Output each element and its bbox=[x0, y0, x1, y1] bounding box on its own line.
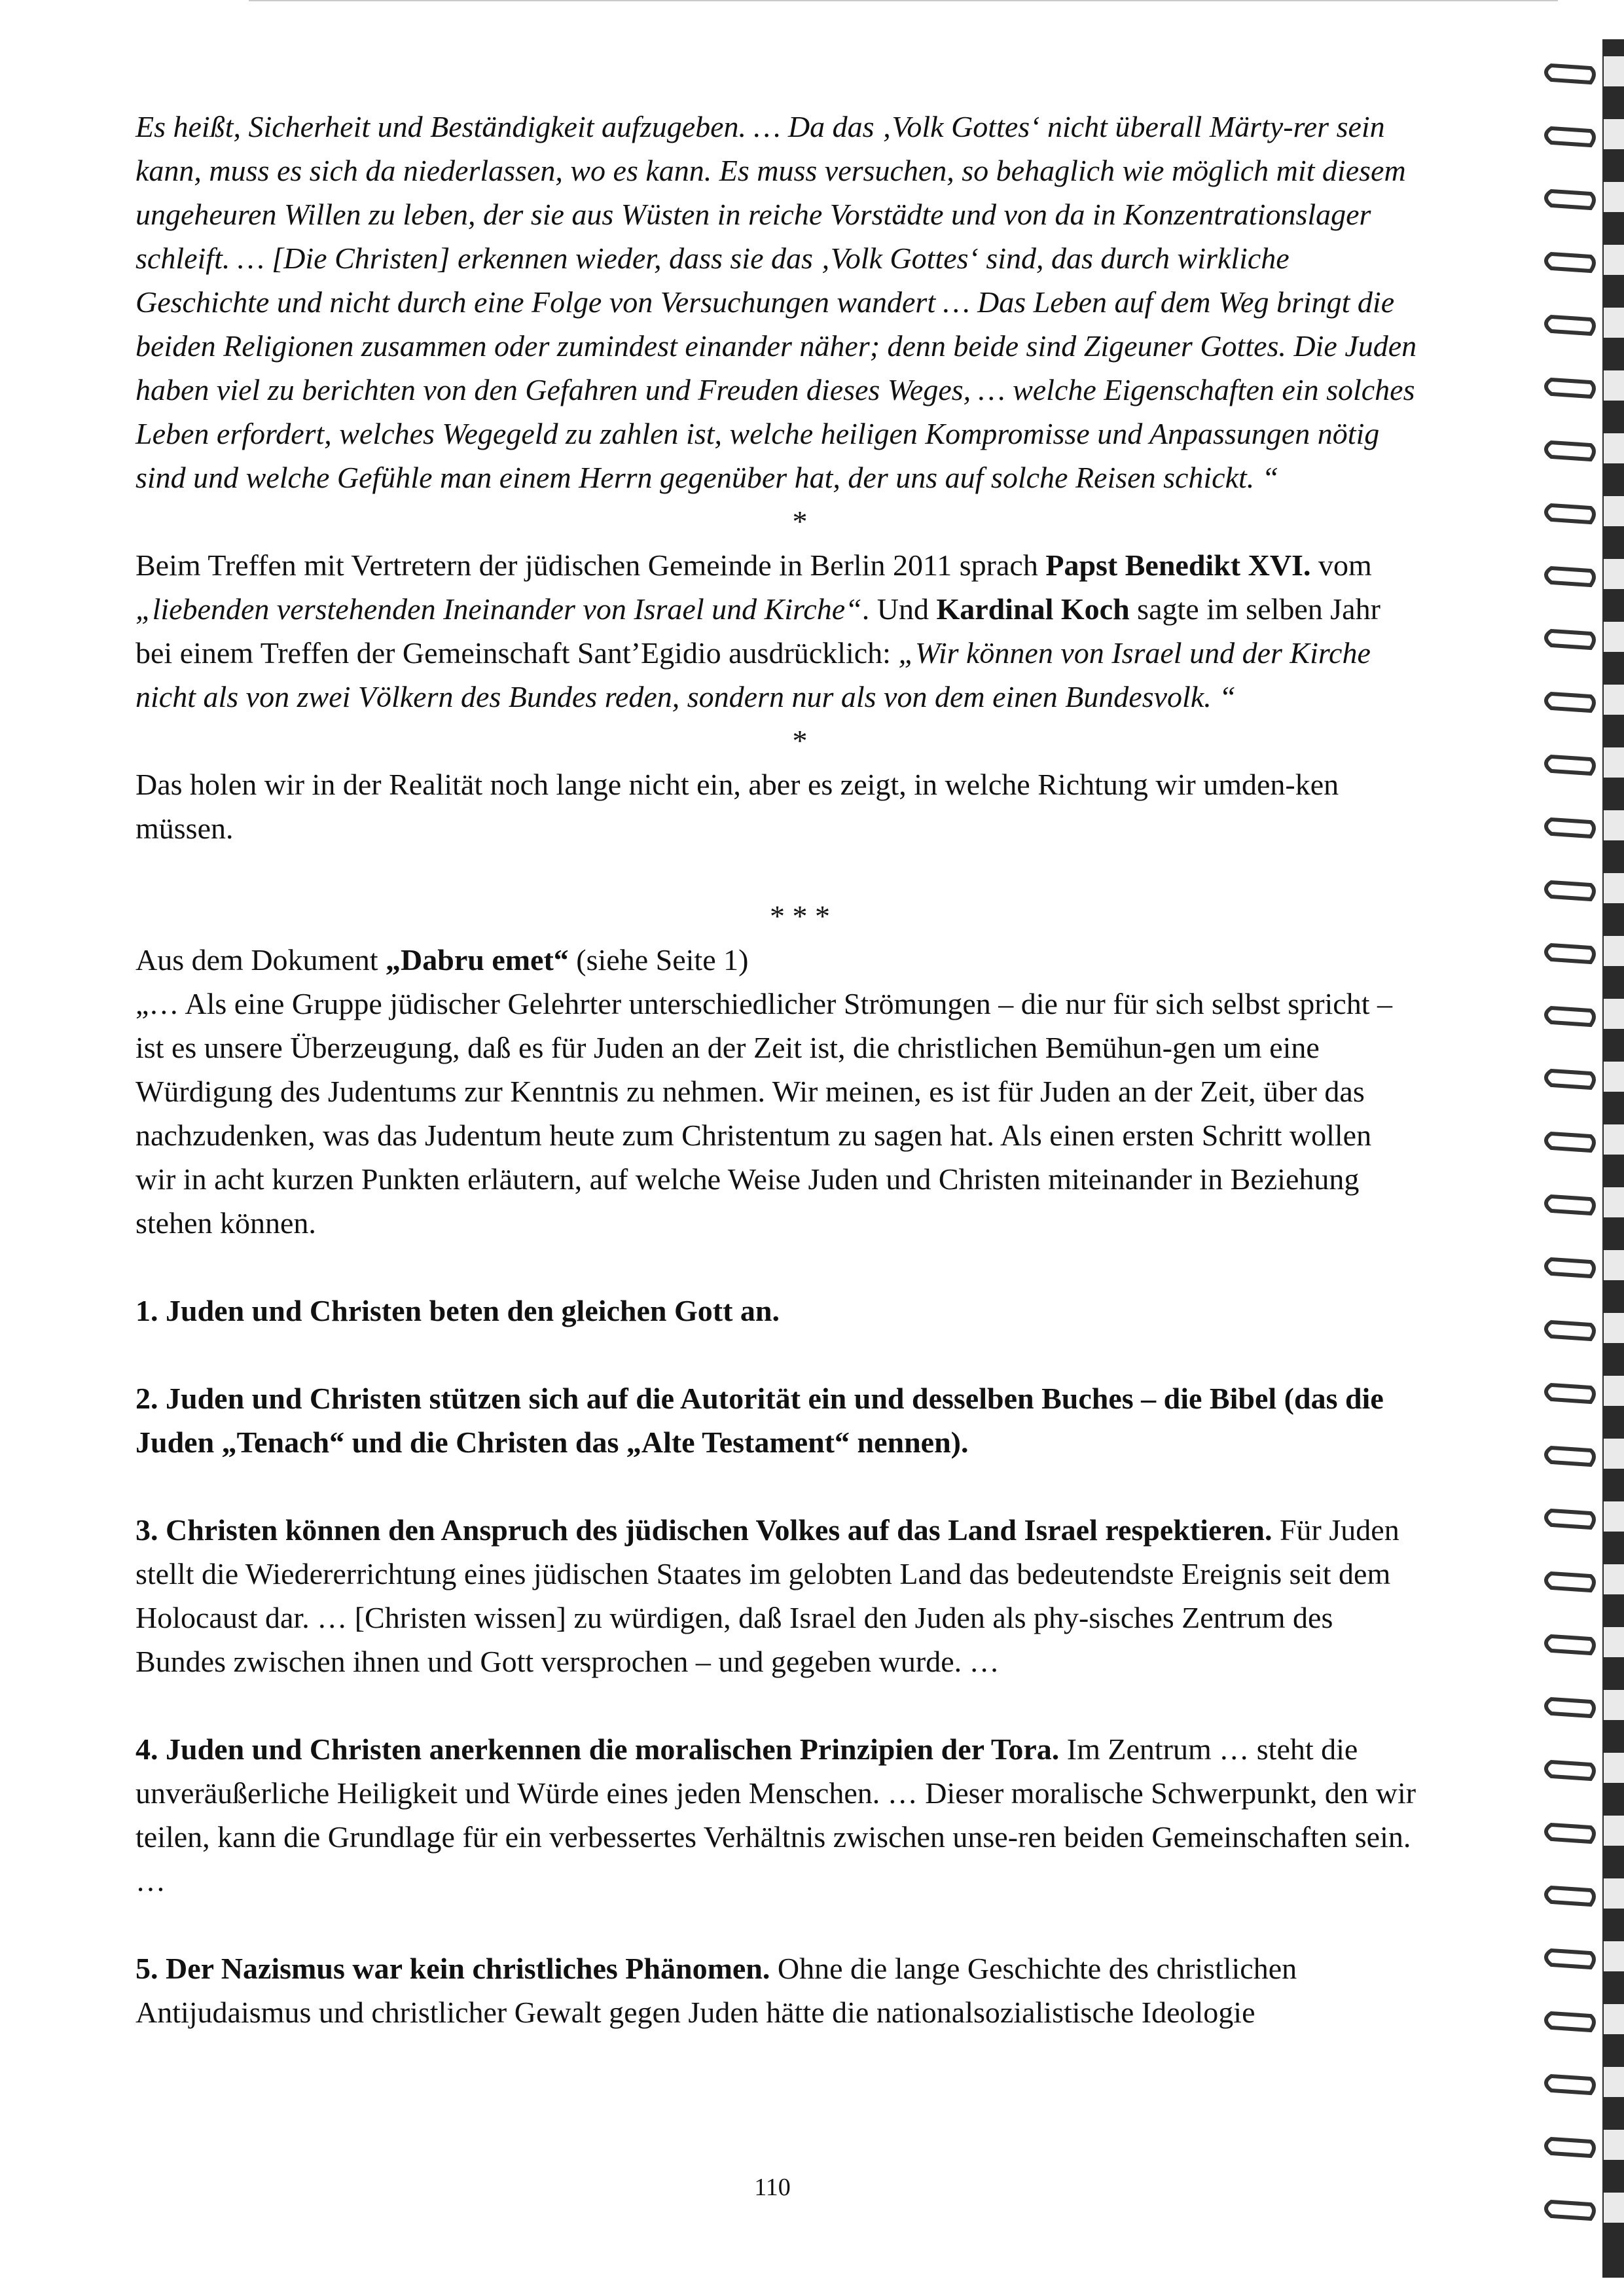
spiral-loop bbox=[1546, 1816, 1624, 1846]
koch-mid: sagte im selben Jahr bei einem Treffen der Gemeinschaft Sant’Egidio ausdrücklich: bbox=[135, 592, 1380, 670]
spiral-loop bbox=[1546, 1187, 1624, 1217]
page-content bbox=[135, 105, 1418, 2034]
separator-triple-star: * * * bbox=[770, 899, 830, 933]
spiral-loop bbox=[1546, 1313, 1624, 1343]
page-top-edge bbox=[249, 0, 1558, 1]
spiral-loop bbox=[1546, 810, 1624, 840]
spiral-loop bbox=[1546, 370, 1624, 401]
spiral-loop bbox=[1546, 1250, 1624, 1280]
spiral-loop bbox=[1546, 1124, 1624, 1155]
spiral-loop bbox=[1546, 1878, 1624, 1909]
spiral-loop bbox=[1546, 936, 1624, 966]
dabru-title: „Dabru emet“ bbox=[386, 943, 569, 977]
spiral-loop bbox=[1546, 1753, 1624, 1783]
spiral-loop bbox=[1546, 245, 1624, 275]
spiral-loop bbox=[1546, 2067, 1624, 2097]
point-3 bbox=[135, 1508, 1418, 1683]
spiral-loop bbox=[1546, 1439, 1624, 1469]
spiral-loop bbox=[1546, 1627, 1624, 1657]
dabru-heading bbox=[135, 938, 1418, 982]
benedikt-quote: „liebenden verstehenden Ineinander von Israel und Kirche“ bbox=[135, 592, 862, 626]
spiral-loop bbox=[1546, 496, 1624, 526]
point-2 bbox=[135, 1376, 1418, 1464]
point-5-head: 5. Der Nazismus war kein christliches Phänomen. bbox=[135, 1952, 770, 1985]
point-4 bbox=[135, 1727, 1418, 1903]
separator-star: * bbox=[792, 505, 808, 538]
spiral-loop bbox=[1546, 1376, 1624, 1406]
spiral-loop bbox=[1546, 182, 1624, 212]
spiral-loop bbox=[1546, 433, 1624, 463]
point-3-body: Für Juden stellt die Wiedererrichtung eines jüdischen Staates im gelobten Land das bedeutendste Ereignis seit dem Holocaust dar. … [Christen wissen] zu würdigen, daß Israel den Juden als phy-sisches Zentrum des Bundes zwischen ihnen und Gott versprochen – und gegeben wurde. … bbox=[135, 1513, 1399, 1678]
spiral-loop bbox=[1546, 873, 1624, 903]
spiral-loop bbox=[1546, 685, 1624, 715]
point-3-head: 3. Christen können den Anspruch des jüdischen Volkes auf das Land Israel respektieren. bbox=[135, 1513, 1272, 1547]
spiral-binding-graphic bbox=[1525, 39, 1624, 2278]
spiral-loop bbox=[1546, 2004, 1624, 2034]
dabru-intro: „… Als eine Gruppe jüdischer Gelehrter unterschiedlicher Strömungen – die nur für sich selbst spricht – ist es unsere Überzeugung, daß es für Juden an der Zeit ist, die christlichen Bemühun-gen um eine Würdigung des Judentums zur Kenntnis zu nehmen. Wir meinen, es ist für Juden an der Zeit, über das nachzudenken, was das Judentum heute zum Christentum zu sagen hat. Als einen ersten Schritt wollen wir in acht kurzen Punkten erläutern, auf welche Weise Juden und Christen miteinander in Beziehung stehen können. bbox=[135, 987, 1392, 1240]
point-5-body: Ohne die lange Geschichte des christlichen Antijudaismus und christlicher Gewalt gegen Juden hätte die nationalsozialistische Ideologie bbox=[135, 1952, 1297, 2029]
benedikt-vom: vom bbox=[1310, 548, 1372, 582]
spiral-loop bbox=[1546, 56, 1624, 86]
benedikt-paragraph bbox=[135, 543, 1418, 719]
point-4-head: 4. Juden und Christen anerkennen die moralischen Prinzipien der Tora. bbox=[135, 1732, 1060, 1766]
point-2-head: 2. Juden und Christen stützen sich auf die Autorität ein und desselben Buches – die Bibel (das die Juden „Tenach“ und die Christen das „Alte Testament“ nennen). bbox=[135, 1382, 1384, 1459]
benedikt-name: Papst Benedikt XVI. bbox=[1045, 548, 1311, 582]
dabru-suffix: (siehe Seite 1) bbox=[568, 943, 749, 977]
koch-name: Kardinal Koch bbox=[936, 592, 1130, 626]
point-4-body: Im Zentrum … steht die unveräußerliche Heiligkeit und Würde eines jeden Menschen. … Dieser moralische Schwerpunkt, den wir teilen, kann die Grundlage für ein verbessertes Verhältnis zwischen unse-ren beiden Gemeinschaften sein. … bbox=[135, 1732, 1416, 1897]
spiral-loop bbox=[1546, 1941, 1624, 1971]
point-1 bbox=[135, 1289, 1418, 1333]
spiral-loop bbox=[1546, 1062, 1624, 1092]
spiral-loop bbox=[1546, 1564, 1624, 1594]
spiral-loop bbox=[1546, 2193, 1624, 2223]
point-1-head: 1. Juden und Christen beten den gleichen Gott an. bbox=[135, 1294, 780, 1327]
spiral-loop bbox=[1546, 999, 1624, 1029]
spiral-loop bbox=[1546, 1501, 1624, 1532]
benedikt-und: . Und bbox=[861, 592, 937, 626]
spiral-binding bbox=[1525, 39, 1624, 2278]
separator-star-2: * bbox=[792, 724, 808, 757]
quote-paragraph: Es heißt, Sicherheit und Beständigkeit aufzugeben. … Da das ‚Volk Gottes‘ nicht überall Märty-rer sein kann, muss es sich da niederlassen, wo es kann. Es muss versuchen, so behaglich wie möglich mit diesem ungeheuren Willen zu leben, der sie aus Wüsten in reiche Vorstädte und von da in Konzentrationslager schleift. … [Die Christen] erkennen wieder, dass sie das ‚Volk Gottes‘ sind, das durch wirkliche Geschichte und nicht durch eine Folge von Versuchungen wandert … Das Leben auf dem Weg bringt die beiden Religionen zusammen oder zumindest einander näher; denn beide sind Zigeuner Gottes. Die Juden haben viel zu berichten von den Gefahren und Freuden dieses Weges, … welche Eigenschaften ein solches Leben erfordert, welches Wegegeld zu zahlen ist, welche heiligen Kompromisse und Anpassungen nötig sind und welche Gefühle man einem Herrn gegenüber hat, der uns auf solche Reisen schickt. “ bbox=[135, 110, 1417, 494]
page-number: 110 bbox=[754, 2174, 791, 2201]
spiral-loop bbox=[1546, 559, 1624, 589]
spiral-loop bbox=[1546, 308, 1624, 338]
benedikt-intro: Beim Treffen mit Vertretern der jüdischen Gemeinde in Berlin 2011 sprach bbox=[135, 548, 1046, 582]
spiral-loop bbox=[1546, 119, 1624, 149]
point-5 bbox=[135, 1946, 1418, 2034]
koch-quote: „Wir können von Israel und der Kirche nicht als von zwei Völkern des Bundes reden, sondern nur als von dem einen Bundesvolk. “ bbox=[135, 636, 1371, 713]
spiral-loop bbox=[1546, 1690, 1624, 1720]
realitaet-paragraph: Das holen wir in der Realität noch lange nicht ein, aber es zeigt, in welche Richtung wir umden-ken müssen. bbox=[135, 768, 1339, 845]
spiral-loop bbox=[1546, 622, 1624, 652]
spiral-loop bbox=[1546, 2130, 1624, 2160]
spiral-loop bbox=[1546, 747, 1624, 778]
dabru-prefix: Aus dem Dokument bbox=[135, 943, 386, 977]
